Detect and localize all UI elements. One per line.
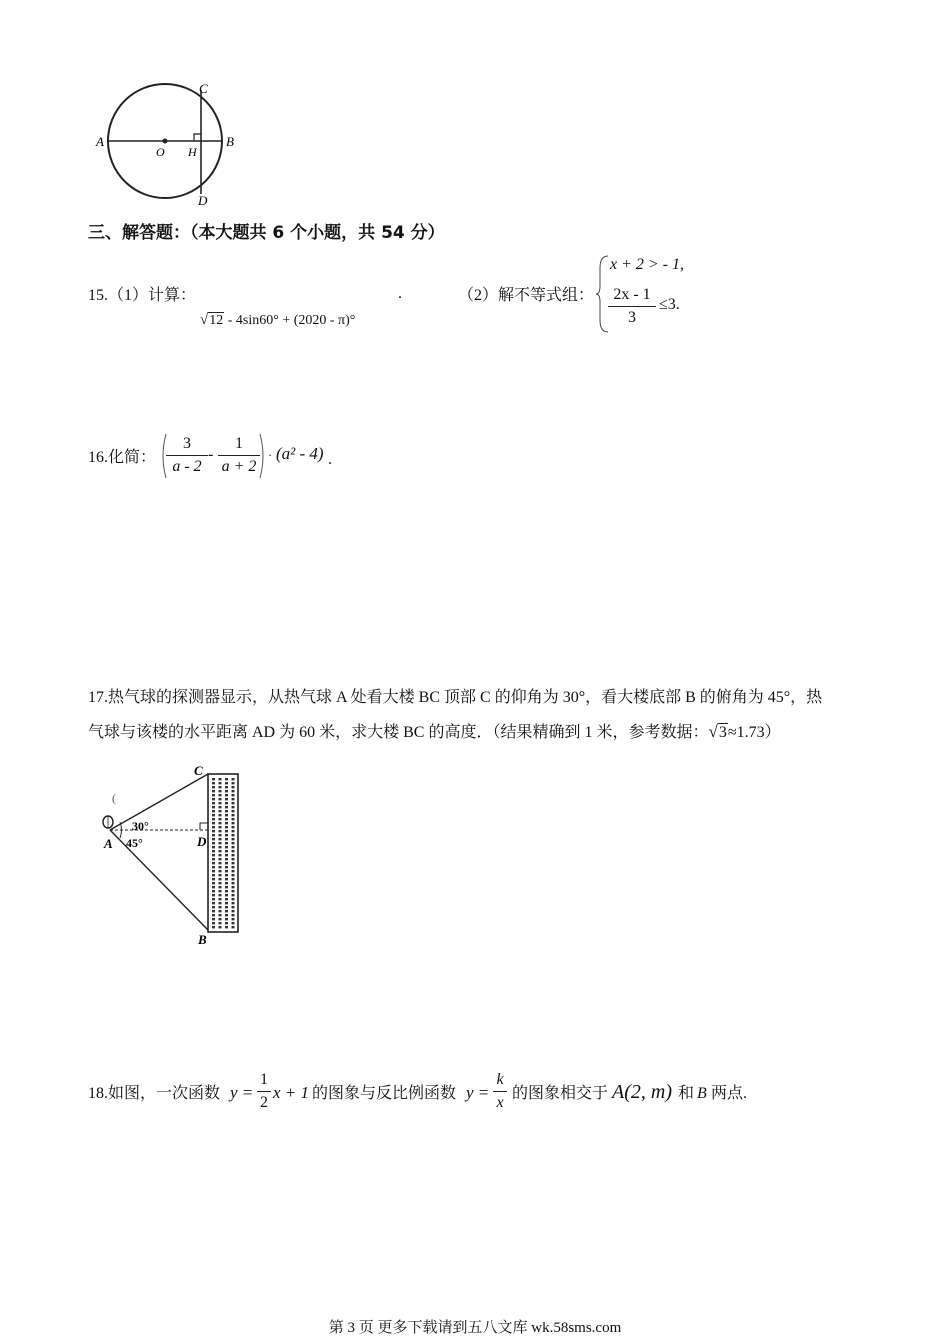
window xyxy=(225,922,228,924)
window xyxy=(212,802,215,804)
window xyxy=(232,898,235,900)
window xyxy=(232,926,235,928)
fig17-label-b: B xyxy=(198,932,207,947)
window xyxy=(232,906,235,908)
window xyxy=(212,890,215,892)
window xyxy=(225,906,228,908)
window xyxy=(212,914,215,916)
window xyxy=(232,858,235,860)
window xyxy=(232,922,235,924)
window xyxy=(219,902,222,904)
window xyxy=(219,910,222,912)
window xyxy=(232,838,235,840)
q15-expr-rest: - 4sin60° + (2020 - π)° xyxy=(227,313,356,328)
window xyxy=(232,878,235,880)
building-windows xyxy=(212,778,235,928)
window xyxy=(232,854,235,856)
window xyxy=(212,846,215,848)
window xyxy=(225,834,228,836)
window xyxy=(219,858,222,860)
window xyxy=(212,870,215,872)
window xyxy=(232,834,235,836)
window xyxy=(225,882,228,884)
window xyxy=(225,898,228,900)
window xyxy=(219,838,222,840)
q16-minus: - xyxy=(208,446,214,463)
window xyxy=(212,778,215,780)
window xyxy=(212,794,215,796)
window xyxy=(225,914,228,916)
window xyxy=(219,886,222,888)
window xyxy=(212,786,215,788)
window xyxy=(219,850,222,852)
window xyxy=(225,866,228,868)
window xyxy=(225,786,228,788)
window xyxy=(225,802,228,804)
q18-part1: 18.如图，一次函数 xyxy=(88,1085,221,1102)
window xyxy=(219,894,222,896)
window xyxy=(232,882,235,884)
window xyxy=(225,814,228,816)
window xyxy=(219,834,222,836)
window xyxy=(219,866,222,868)
window xyxy=(232,862,235,864)
window xyxy=(232,786,235,788)
window xyxy=(225,894,228,896)
ineq2-rhs: ≤3. xyxy=(659,296,680,313)
fig17-label-c: C xyxy=(194,763,203,778)
window xyxy=(212,898,215,900)
q18-y1: y = xyxy=(230,1083,254,1102)
window xyxy=(232,910,235,912)
window xyxy=(232,802,235,804)
window xyxy=(212,866,215,868)
window xyxy=(212,798,215,800)
q18-part2: 的图象与反比例函数 xyxy=(312,1085,457,1102)
window xyxy=(232,918,235,920)
q18-b: B xyxy=(697,1085,707,1102)
window xyxy=(212,894,215,896)
q17-sqrt-value: 3 xyxy=(718,724,727,741)
ineq1: x + 2 > - 1, xyxy=(610,256,685,273)
window xyxy=(219,862,222,864)
window xyxy=(225,782,228,784)
ineq2-num: 2x - 1 xyxy=(613,286,651,303)
q18-y2: y = xyxy=(466,1083,490,1102)
window xyxy=(212,830,215,832)
window xyxy=(225,850,228,852)
window xyxy=(232,826,235,828)
window xyxy=(225,874,228,876)
q16-fraction-2 xyxy=(218,434,260,477)
window xyxy=(219,798,222,800)
q16-rhs: (a² - 4) xyxy=(276,444,324,463)
window xyxy=(232,870,235,872)
q18-point: A(2, m) xyxy=(612,1081,672,1103)
window xyxy=(225,846,228,848)
window xyxy=(225,822,228,824)
circle-figure xyxy=(90,80,250,210)
label-c: C xyxy=(199,81,208,96)
window xyxy=(232,778,235,780)
q18-k-fraction xyxy=(493,1070,507,1113)
q18-x1: x + 1 xyxy=(273,1083,310,1102)
window xyxy=(212,862,215,864)
window xyxy=(225,918,228,920)
window xyxy=(232,810,235,812)
q16-f1-num: 3 xyxy=(183,435,191,452)
window xyxy=(219,826,222,828)
fig17-label-d: D xyxy=(197,834,207,849)
label-h: H xyxy=(188,145,197,159)
window xyxy=(219,846,222,848)
window xyxy=(232,894,235,896)
window xyxy=(225,854,228,856)
window xyxy=(232,890,235,892)
window xyxy=(212,858,215,860)
ineq2-fraction xyxy=(608,285,656,328)
window xyxy=(225,842,228,844)
window xyxy=(225,830,228,832)
window xyxy=(225,858,228,860)
window xyxy=(232,914,235,916)
balloon-building-figure xyxy=(96,760,256,950)
label-b: B xyxy=(226,134,234,149)
q16-dot: · xyxy=(268,448,272,462)
window xyxy=(219,882,222,884)
window xyxy=(212,850,215,852)
window xyxy=(219,830,222,832)
window xyxy=(212,810,215,812)
window xyxy=(225,902,228,904)
q18-frac-den: 2 xyxy=(260,1094,268,1111)
window xyxy=(219,794,222,796)
q18-part5: 两点. xyxy=(711,1085,748,1102)
window xyxy=(219,914,222,916)
window xyxy=(212,922,215,924)
q16-label: 16.化简： xyxy=(88,449,157,466)
window xyxy=(212,918,215,920)
section-title: 三、解答题：（本大题共 6 个小题，共 54 分） xyxy=(88,223,445,243)
window xyxy=(232,806,235,808)
window xyxy=(212,882,215,884)
window xyxy=(225,790,228,792)
window xyxy=(219,898,222,900)
window xyxy=(212,854,215,856)
window xyxy=(225,810,228,812)
window xyxy=(212,822,215,824)
window xyxy=(212,926,215,928)
q18-half-fraction xyxy=(257,1070,271,1113)
window xyxy=(225,890,228,892)
q17-approx: ≈1.73） xyxy=(727,724,781,741)
window xyxy=(212,806,215,808)
window xyxy=(232,814,235,816)
fig17-label-a: A xyxy=(104,836,113,851)
window xyxy=(219,890,222,892)
q17-line2: 气球与该楼的水平距离 AD 为 60 米，求大楼 BC 的高度．（结果精确到 1 米，参考数据：√3≈1.73） xyxy=(88,722,781,741)
window xyxy=(212,818,215,820)
window xyxy=(232,846,235,848)
fig17-mark: ( xyxy=(112,791,116,805)
window xyxy=(212,790,215,792)
window xyxy=(232,818,235,820)
window xyxy=(225,838,228,840)
window xyxy=(225,798,228,800)
fig17-angle-45: 45° xyxy=(126,836,143,850)
q17-line2-text: 气球与该楼的水平距离 AD 为 60 米，求大楼 BC 的高度．（结果精确到 1 米，参考数据： xyxy=(88,724,709,741)
window xyxy=(219,906,222,908)
window xyxy=(219,918,222,920)
window xyxy=(232,822,235,824)
q16-fraction-1 xyxy=(166,434,208,477)
ineq2-den: 3 xyxy=(628,309,636,326)
window xyxy=(212,886,215,888)
window xyxy=(232,874,235,876)
window xyxy=(232,866,235,868)
window xyxy=(219,802,222,804)
q17-line1: 17.热气球的探测器显示，从热气球 A 处看大楼 BC 顶部 C 的仰角为 30°，看大楼底部 B 的俯角为 45°，热 xyxy=(88,689,823,706)
window xyxy=(219,814,222,816)
window xyxy=(212,910,215,912)
window xyxy=(219,822,222,824)
window xyxy=(219,806,222,808)
window xyxy=(225,886,228,888)
window xyxy=(219,922,222,924)
window xyxy=(232,830,235,832)
window xyxy=(219,842,222,844)
window xyxy=(219,854,222,856)
window xyxy=(219,790,222,792)
window xyxy=(232,798,235,800)
window xyxy=(225,794,228,796)
window xyxy=(219,782,222,784)
label-o: O xyxy=(156,145,165,159)
window xyxy=(212,838,215,840)
q15-part2-label: （2）解不等式组： xyxy=(458,287,595,304)
q16-f2-num: 1 xyxy=(235,435,243,452)
window xyxy=(219,878,222,880)
window xyxy=(212,834,215,836)
window xyxy=(232,902,235,904)
q16-f2-den: a + 2 xyxy=(221,458,257,475)
window xyxy=(225,926,228,928)
window xyxy=(219,870,222,872)
page-footer: 第 3 页 更多下载请到五八文库 wk.58sms.com xyxy=(328,1320,622,1336)
q15-expression: √12 - 4sin60° + (2020 - π)° xyxy=(200,312,356,328)
window xyxy=(232,886,235,888)
window xyxy=(212,814,215,816)
q18-k-num: k xyxy=(496,1071,504,1088)
label-d: D xyxy=(198,193,208,208)
window xyxy=(212,902,215,904)
q15-dot: . xyxy=(398,285,402,302)
window xyxy=(232,790,235,792)
window xyxy=(212,906,215,908)
q18-k-den: x xyxy=(496,1094,504,1111)
q16-right-paren xyxy=(258,432,268,480)
q18-part4: 和 xyxy=(678,1085,695,1102)
window xyxy=(232,794,235,796)
window xyxy=(225,878,228,880)
window xyxy=(212,826,215,828)
q15-sqrt-value: 12 xyxy=(209,313,224,328)
window xyxy=(212,878,215,880)
label-a: A xyxy=(96,134,104,149)
window xyxy=(219,818,222,820)
window xyxy=(212,782,215,784)
window xyxy=(232,782,235,784)
window xyxy=(212,842,215,844)
q15-label: 15.（1）计算： xyxy=(88,287,197,304)
window xyxy=(225,826,228,828)
window xyxy=(232,850,235,852)
q18-frac-num: 1 xyxy=(260,1071,268,1088)
window xyxy=(225,778,228,780)
window xyxy=(225,806,228,808)
q18-part3: 的图象相交于 xyxy=(512,1085,609,1102)
window xyxy=(219,874,222,876)
window xyxy=(225,818,228,820)
window xyxy=(225,870,228,872)
fig17-angle-30: 30° xyxy=(132,819,149,833)
window xyxy=(219,778,222,780)
window xyxy=(219,786,222,788)
window xyxy=(212,874,215,876)
window xyxy=(219,810,222,812)
window xyxy=(232,842,235,844)
window xyxy=(225,862,228,864)
window xyxy=(219,926,222,928)
q16-end: . xyxy=(328,451,332,468)
q16-f1-den: a - 2 xyxy=(172,458,202,475)
window xyxy=(225,910,228,912)
